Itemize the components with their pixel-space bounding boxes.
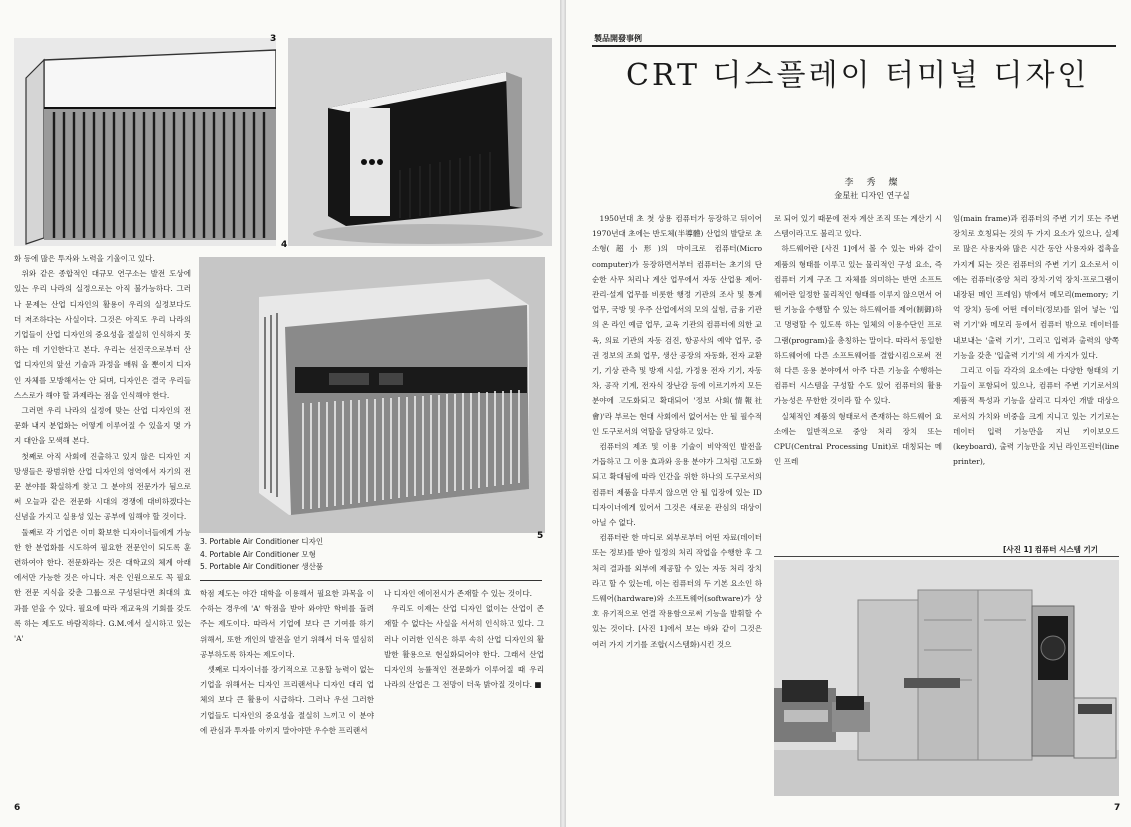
caption-rule [200, 580, 542, 581]
left-column-2 [200, 586, 374, 790]
figure-label: [사진 1] 컴퓨터 시스템 기기 [1003, 545, 1098, 554]
paragraph: 그러면 우리 나라의 실정에 맞는 산업 디자인의 전문화 내지 분업화는 어떻게 이루어질 수 있을지 몇 가지 대안을 모색해 본다. [14, 406, 191, 446]
photo-number-3: 3 [270, 34, 277, 44]
right-page [566, 0, 1131, 827]
photo-number-5: 5 [537, 531, 544, 541]
paragraph: 나 디자인 에이전시가 존재할 수 있는 것이다. [384, 589, 533, 598]
paragraph: 우리도 이제는 산업 디자인 없이는 산업이 존재할 수 없다는 사실을 서서히 인식하고 있다. 그러나 이러한 인식은 하루 속히 산업 디자인의 활발한 활용으로 현실화되어야 한다. 그래서 산업 디자인의 능률적인 전문화가 이루어질 때 우리 나라의 산업은 그 전망이 더욱 밝아질 것이다. ■ [384, 604, 544, 690]
page-number-left: 6 [14, 803, 21, 813]
paragraph: 화 등에 많은 투자와 노력을 기울이고 있다. [14, 254, 155, 263]
paragraph: 하드웨어란 [사진 1]에서 볼 수 있는 바와 같이 제품의 형태를 이루고 있는 물리적인 구성 요소, 즉 컴퓨터 기계 구조 그 자체를 의미하는 반면 소프트웨어란 일정한 물리적인 형태를 이루지 않으면서 어떤 기능을 수행할 수 있는 하드웨어를 제어(制御)하고 명령할 수 있도록 하는 일체의 이용수단인 프로그램(program)을 총칭하는 말이다. 따라서 동일한 하드웨어에 다른 소프트웨어를 결합시킴으로써 전혀 다른 응용 분야에서 아주 다른 기능을 수행하는 컴퓨터 시스템을 구성할 수도 있어 컴퓨터의 활용 가능성은 무한한 것이라 할 수 있다. [774, 244, 942, 406]
figure-rule [774, 556, 1119, 557]
paragraph: 셋째로 디자이너를 장기적으로 고용할 능력이 없는 기업을 위해서는 디자인 프리랜서나 디자인 대리 업체의 보다 큰 활용이 시급하다. 그러나 우선 그러한 기업들도 디자인의 중요성을 절실히 느끼고 이 분야에 관심과 투자를 아끼지 말아야만 우수한 프리랜서 [200, 665, 374, 735]
title-top-rule [592, 45, 1116, 47]
photo-1-computer-system [774, 560, 1119, 796]
paragraph: 임(main frame)과 컴퓨터의 주변 기기 또는 주변 장치로 호칭되는 것의 두 가지 요소가 있으나, 실제로 많은 사용자와 많은 시간 동안 사용자와 접촉을 가지게 되는 것은 컴퓨터의 주변 기기 요소로서 이에는 컴퓨터(중앙 처리 장치·기억 장치·프로그램이 내장된 메인 프레임) 밖에서 메모리(memory; 기억 장치) 등에 어떤 데이터(정보)를 읽어 넣는 '입력 기기'와 메모리 등에서 컴퓨터 밖으로 데이터를 내보내는 '출력 기기', 그리고 입력과 출력의 양쪽 기능을 갖춘 '입출력 기기'의 세 가지가 있다. [953, 214, 1119, 360]
right-column-2 [774, 211, 942, 541]
left-column-3 [384, 586, 544, 746]
paragraph: 로 되어 있기 때문에 전자 계산 조직 또는 계산기 시스템이라고도 불리고 있다. [774, 214, 942, 239]
author-name: 李 秀 燦 [844, 178, 900, 188]
paragraph: 컴퓨터의 제조 및 이용 기술이 비약적인 발전을 거듭하고 그 이용 효과와 응용 분야가 그처럼 고도화되고 확대됨에 따라 인간을 위한 하나의 도구로서의 컴퓨터 제품을 다루지 않으면 안 될 입장에 있는 ID 디자이너에게 있어서 그것은 새로운 관심의 대상이 아닐 수 없다. [592, 442, 762, 528]
left-column-1 [14, 251, 191, 791]
paragraph: 첫째로 아직 사회에 진출하고 있지 않은 디자인 지망생들은 광범위한 산업 디자인의 영역에서 자기의 전문 분야를 확실하게 찾고 그 분야의 전문가가 됨으로써 오늘과 같은 전문화 시대의 경쟁에 대비하겠다는 신념을 가지고 실용성 있는 공부에 임해야 할 것이다. [14, 451, 191, 522]
paragraph: 컴퓨터란 한 마디로 외부로부터 어떤 자료(데이터 또는 정보)를 받아 일정의 처리 작업을 수행한 후 그 처리 결과를 외부에 제공할 수 있는 자동 처리 장치라고 할 수 있는데, 이는 컴퓨터의 두 기본 요소인 하드웨어(hardware)와 소프트웨어(software)가 상호 유기적으로 연결 작용함으로써 기능을 발휘할 수 있는 것이다. [사진 1]에서 보는 바와 같이 그것은 여러 가지 기기를 조합(시스템화)시킨 것으 [592, 533, 762, 649]
page-number-right: 7 [1114, 803, 1121, 813]
photo-5-ac-product [199, 257, 545, 533]
paragraph: 실체적인 제품의 형태로서 존재하는 하드웨어 요소에는 일반적으로 중앙 처리 장치 또는 CPU(Central Processing Unit)로 대칭되는 메인 프레 [774, 411, 942, 467]
right-column-1 [592, 211, 762, 796]
paragraph: 1950년대 초 첫 상용 컴퓨터가 등장하고 뒤이어 1970년대 초에는 반도체(半導體) 산업의 발달로 초소형(超小形)의 마이크로 컴퓨터(Micro computer)가 등장하면서부터 컴퓨터는 초기의 단순한 사무 처리나 계산 업무에서 자동 산업용 제어·관리·설계 업무를 비롯한 행정 기관의 조사 및 통계 업무, 국방 및 우주 산업에서의 모의 실험, 금융 기관의 온 라인 예금 업무, 교육 기관의 컴퓨터에 의한 교육, 의료 기관의 자동 검진, 항공사의 예약 업무, 증권 정보의 조회 업무, 생산 공장의 자동화, 전자 교환기, 기상 관측 및 방재 시설, 가정용 전자 기기, 자동차, 공작 기계, 전자식 장난감 등에 이르기까지 모든 분야에 고도화되고 확대되어 '정보 사회(情報社會)'라 부르는 현대 사회에서 없어서는 안 될 필수적인 도구로서의 역할을 담당하고 있다. [592, 214, 762, 436]
article-title: CRT 디스플레이 터미널 디자인 [626, 58, 1090, 93]
photo-4-ac-model [288, 38, 552, 246]
left-page [0, 0, 560, 827]
paragraph: 둘째로 각 기업은 이미 확보한 디자이너들에게 가능한 한 분업화를 시도하여 필요한 전문인이 되도록 훈련하여야 한다. 전문화라는 것은 대학교의 체계 아래에서만 가능한 것은 아니다. 저은 인원으로도 꼭 필요한 전문 지식을 갖춘 그룹으로 구성된다면 최대의 효과를 얻을 수 있다. 필요에 따라 재교육의 기회를 갖도록 하는 제도도 바람직하다. G.M.에서 실시하고 있는 'A' [14, 527, 191, 644]
photo-3-ac-design-sketch [14, 38, 276, 246]
caption-3: 3. Portable Air Conditioner 디자인 [200, 537, 324, 546]
caption-4: 4. Portable Air Conditioner 모형 [200, 549, 316, 559]
right-column-3 [953, 211, 1119, 541]
author-affiliation: 金星社 디자인 연구실 [834, 191, 910, 200]
paragraph: 위와 같은 종합적인 대규모 연구소는 발전 도상에 있는 우리 나라의 실정으로는 아직 불가능하다. 그러나 문제는 산업 디자인의 활용이 우리의 실정보다도 더 저조하다는 사실이다. 그것은 아직도 우리 나라의 기업들이 산업 디자인의 중요성을 절실히 인식하지 못하는 데 기인한다고 본다. 우리는 선진국으로부터 산업 디자인의 앞선 기술과 과정을 배워 올 뿐이지 디자인 자체를 모방해서는 안 되며, 디자인은 결국 우리들 스스로가 해야 할 과제라는 점을 인식해야 한다. [14, 269, 191, 400]
photo-number-4: 4 [281, 240, 288, 250]
paragraph: 학점 제도는 야간 대학을 이용해서 필요한 과목을 이수하는 경우에 'A' 학점을 받아 와야만 학비를 돌려 주는 제도이다. 따라서 기업에 보다 큰 기여를 하기 위해서, 또한 개인의 발전을 얻기 위해서 더욱 열심히 공부하도록 하자는 제도이다. [200, 589, 374, 659]
byline [752, 175, 992, 201]
caption-5: 5. Portable Air Conditioner 생산품 [200, 562, 324, 571]
photo-captions [200, 536, 323, 574]
section-tag: 製品開發事例 [594, 34, 642, 43]
paragraph: 그리고 이들 각각의 요소에는 다양한 형태의 기기들이 포함되어 있으나, 컴퓨터 주변 기기로서의 제품적 특성과 기능을 살리고 디자인 개발 대상으로서의 가치와 비중을 크게 지니고 있는 기기로는 데이터 입력 기능만을 지닌 키이보오드(keyboard), 출력 기능만을 지닌 라인프린터(line printer), [953, 366, 1119, 467]
